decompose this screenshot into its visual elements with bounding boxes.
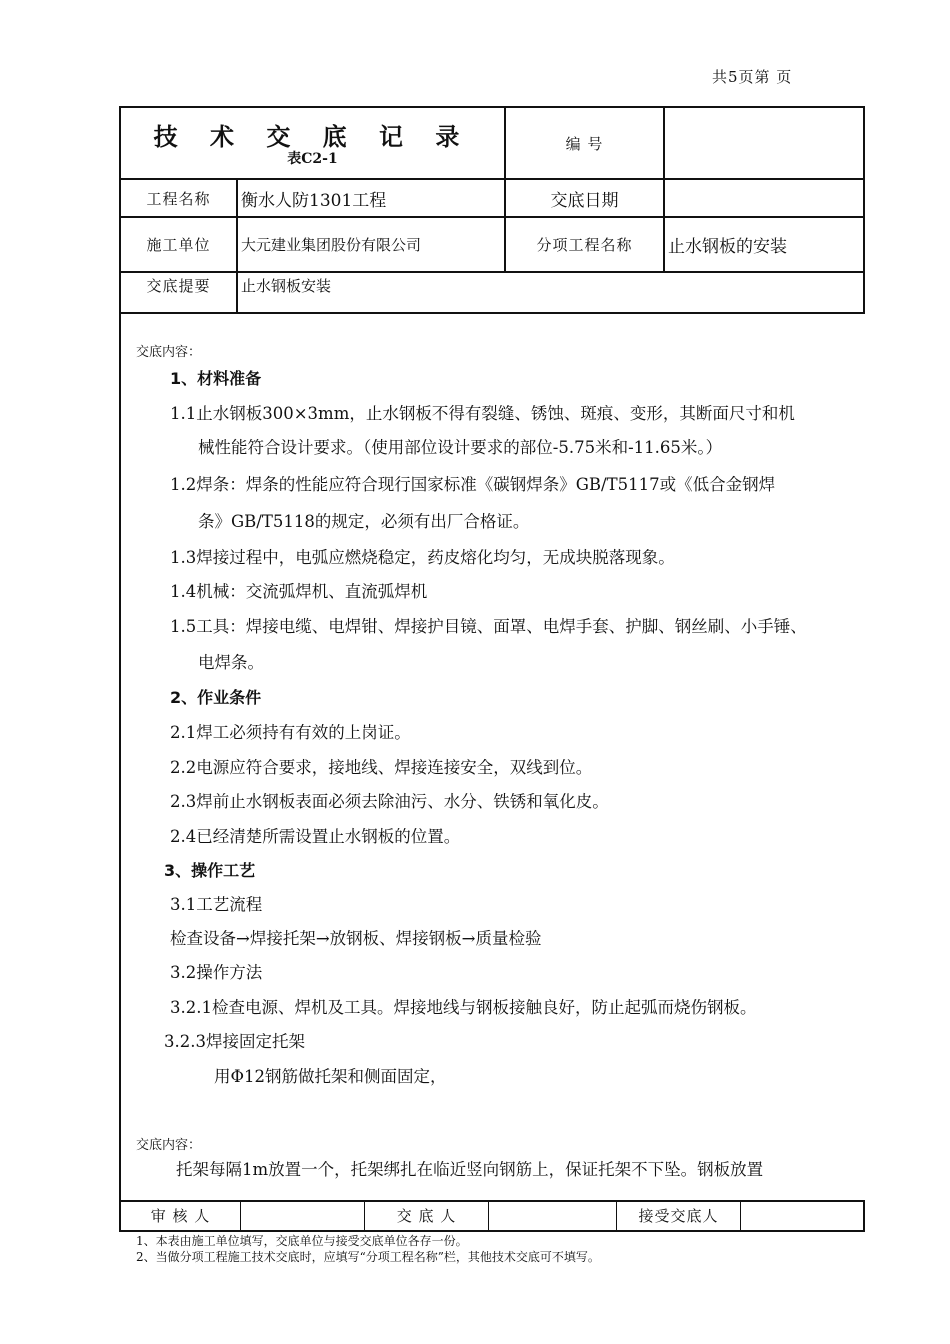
sub-project-label: 分项工程名称 bbox=[536, 236, 633, 254]
content-line: 1.1止水钢板300×3mm，止水钢板不得有裂缝、锈蚀、斑痕、变形，其断面尺寸和机 bbox=[170, 404, 795, 423]
form-title: 技 术 交 底 记 录 bbox=[153, 121, 472, 151]
page-count: 共5页第 页 bbox=[712, 68, 793, 86]
content-line: 电焊条。 bbox=[198, 653, 264, 672]
content-line: 2.3焊前止水钢板表面必须去除油污、水分、铁锈和氧化皮。 bbox=[170, 792, 609, 811]
content-line: 1.5工具：焊接电缆、电焊钳、焊接护目镜、面罩、电焊手套、护脚、钢丝刷、小手锤、 bbox=[170, 617, 807, 636]
content-line: 1.3焊接过程中，电弧应燃烧稳定，药皮熔化均匀，无成块脱落现象。 bbox=[170, 548, 675, 567]
row-line bbox=[119, 312, 865, 314]
sub-project-value: 止水钢板的安装 bbox=[668, 237, 787, 257]
content-line: 2.1焊工必须持有有效的上岗证。 bbox=[170, 723, 411, 742]
content-line: 1.4机械：交流弧焊机、直流弧焊机 bbox=[170, 582, 428, 601]
number-label: 编 号 bbox=[565, 134, 604, 153]
reviewer-label: 审 核 人 bbox=[150, 1207, 211, 1225]
content-line: 1.2焊条：焊条的性能应符合现行国家标准《碳钢焊条》GB/T5117或《低合金钢焊 bbox=[170, 475, 776, 494]
content-line: 2.2电源应符合要求，接地线、焊接连接安全，双线到位。 bbox=[170, 758, 593, 777]
presenter-label: 交 底 人 bbox=[396, 1207, 457, 1225]
content-label: 交底内容： bbox=[136, 345, 202, 360]
section-heading: 2、作业条件 bbox=[170, 688, 262, 707]
content-line: 3.1工艺流程 bbox=[170, 895, 263, 914]
footnote: 1、本表由施工单位填写，交底单位与接受交底单位各存一份。 bbox=[136, 1234, 468, 1248]
project-name-label: 工程名称 bbox=[146, 189, 211, 208]
receiver-label: 接受交底人 bbox=[638, 1207, 719, 1225]
content-line: 械性能符合设计要求。（使用部位设计要求的部位-5.75米和-11.65米。） bbox=[198, 438, 723, 457]
summary-value: 止水钢板安装 bbox=[241, 276, 332, 295]
content-line: 3.2.3焊接固定托架 bbox=[164, 1032, 305, 1051]
project-name-value: 衡水人防1301工程 bbox=[241, 190, 387, 211]
footnote: 2、当做分项工程施工技术交底时，应填写“分项工程名称”栏，其他技术交底可不填写。 bbox=[136, 1250, 600, 1264]
content-line: 3.2操作方法 bbox=[170, 963, 263, 982]
content-line: 用Φ12钢筋做托架和侧面固定， bbox=[214, 1067, 447, 1086]
form-code: 表C2-1 bbox=[287, 151, 338, 167]
date-label: 交底日期 bbox=[550, 190, 619, 211]
content-line: 托架每隔1m放置一个，托架绑扎在临近竖向钢筋上，保证托架不下坠。钢板放置 bbox=[176, 1160, 764, 1179]
summary-label: 交底提要 bbox=[146, 276, 211, 295]
section-heading: 1、材料准备 bbox=[170, 369, 262, 388]
divider bbox=[236, 178, 238, 312]
border-right bbox=[863, 106, 865, 312]
border-right bbox=[863, 1200, 865, 1231]
unit-label: 施工单位 bbox=[146, 236, 211, 254]
content-label: 交底内容： bbox=[136, 1138, 202, 1153]
content-line: 3.2.1检查电源、焊机及工具。焊接地线与钢板接触良好，防止起弧而烧伤钢板。 bbox=[170, 998, 757, 1017]
row-line bbox=[119, 1230, 865, 1232]
unit-value: 大元建业集团股份有限公司 bbox=[241, 236, 422, 254]
content-line: 检查设备→焊接托架→放钢板、焊接钢板→质量检验 bbox=[170, 929, 542, 948]
content-line: 2.4已经清楚所需设置止水钢板的位置。 bbox=[170, 827, 461, 846]
content-line: 条》GB/T5118的规定，必须有出厂合格证。 bbox=[198, 512, 530, 531]
section-heading: 3、操作工艺 bbox=[164, 861, 256, 880]
